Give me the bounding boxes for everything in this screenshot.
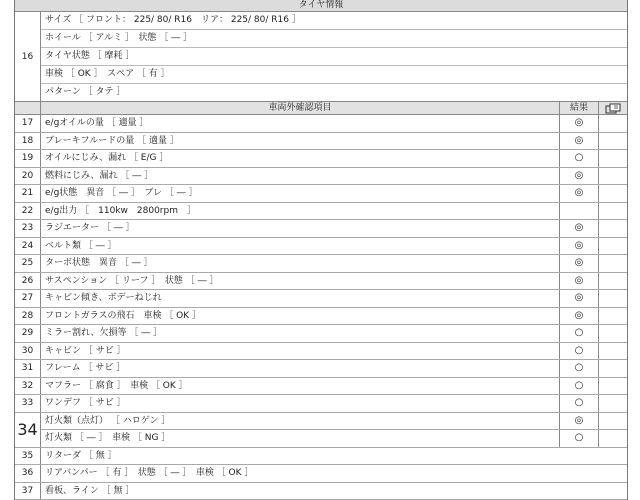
clipboard-icon	[599, 102, 627, 114]
item-number: 36	[15, 465, 41, 482]
item-text: ワンデフ ［ サビ ］	[41, 395, 560, 412]
item-number: 23	[15, 220, 41, 237]
table-row	[15, 133, 627, 151]
table-row	[15, 343, 627, 361]
wheel-row: ホイール ［ アルミ ］ 状態 ［ ― ］	[41, 30, 627, 48]
table-row	[15, 185, 627, 203]
item-number: 33	[15, 395, 41, 412]
item-number: 27	[15, 290, 41, 307]
table-row	[15, 308, 627, 326]
item-text: e/g出力 ［ 110kw 2800rpm ］	[41, 203, 560, 220]
tire-size-row: サイズ ［ フロント： 225/ 80/ R16 リア： 225/ 80/ R16 ］	[41, 12, 627, 30]
item-text: 看板、ライン ［ 無 ］	[41, 483, 627, 500]
item-text: ラジエーター ［ ― ］	[41, 220, 560, 237]
item-text: 灯火類（点灯） ［ ハロゲン ］	[41, 413, 560, 430]
result-mark: ◎	[560, 413, 599, 430]
item-text: e/g状態 異音 ［ ― ］ ブレ ［ ― ］	[41, 185, 560, 202]
table-row	[15, 360, 627, 378]
item-text: キャビン傾き、ボデーねじれ	[41, 290, 560, 307]
item-text: e/gオイルの量 ［ 適量 ］	[41, 115, 560, 132]
item-text: フレーム ［ サビ ］	[41, 360, 560, 377]
result-mark: ◎	[560, 133, 599, 150]
section-title: 車両外確認項目	[41, 102, 560, 114]
item-number: 35	[15, 448, 41, 465]
table-row	[15, 168, 627, 186]
result-mark: ◎	[560, 168, 599, 185]
table-row	[15, 325, 627, 343]
table-row	[15, 290, 627, 308]
result-mark: ○	[560, 430, 599, 447]
item-number: 20	[15, 168, 41, 185]
item-number: 32	[15, 378, 41, 395]
item-number: 18	[15, 133, 41, 150]
item-34	[15, 413, 627, 448]
table-row	[15, 378, 627, 396]
item-text: マフラー ［ 腐食 ］ 車検 ［ OK ］	[41, 378, 560, 395]
table-row	[15, 395, 627, 413]
table-row	[15, 115, 627, 133]
item-number: 25	[15, 255, 41, 272]
item-number: 21	[15, 185, 41, 202]
table-row	[15, 238, 627, 256]
table-row	[15, 448, 627, 466]
result-column-header: 結果	[560, 102, 599, 114]
result-mark: ○	[560, 325, 599, 342]
item-text: リターダ ［ 無 ］	[41, 448, 627, 465]
inspection-spare-row: 車検 ［ OK ］ スペア ［ 有 ］	[41, 66, 627, 84]
tire-condition-row: タイヤ状態 ［ 摩耗 ］	[41, 48, 627, 66]
tire-info-block	[15, 12, 627, 102]
item-text: キャビン ［ サビ ］	[41, 343, 560, 360]
result-mark: ○	[560, 395, 599, 412]
result-mark: ○	[560, 150, 599, 167]
result-mark: ○	[560, 360, 599, 377]
result-mark: ◎	[560, 290, 599, 307]
tire-info-number: 16	[15, 12, 41, 101]
table-row	[15, 483, 627, 500]
item-number: 37	[15, 483, 41, 500]
result-mark	[560, 203, 599, 220]
result-mark: ○	[560, 343, 599, 360]
item-text: ベルト類 ［ ― ］	[41, 238, 560, 255]
result-mark: ◎	[560, 185, 599, 202]
item-text: オイルにじみ、漏れ ［ E/G ］	[41, 150, 560, 167]
item-number: 31	[15, 360, 41, 377]
item-number: 22	[15, 203, 41, 220]
item-number: 26	[15, 273, 41, 290]
item-number: 19	[15, 150, 41, 167]
result-mark: ◎	[560, 238, 599, 255]
inspection-sheet	[14, 0, 628, 500]
result-mark: ◎	[560, 255, 599, 272]
item-text: 灯火類 ［ ― ］ 車検 ［ NG ］	[41, 430, 560, 447]
item-text: ブレーキフルードの量 ［ 適量 ］	[41, 133, 560, 150]
item-text: ターボ状態 異音 ［ ― ］	[41, 255, 560, 272]
item-text: フロントガラスの飛石 車検 ［ OK ］	[41, 308, 560, 325]
inspection-items	[15, 115, 627, 413]
item-number: 17	[15, 115, 41, 132]
tail-items	[15, 448, 627, 500]
item-text: ミラー割れ、欠損等 ［ ― ］	[41, 325, 560, 342]
section-header	[15, 102, 627, 115]
item-text: 燃料にじみ、漏れ ［ ― ］	[41, 168, 560, 185]
result-mark: ◎	[560, 115, 599, 132]
item-number: 30	[15, 343, 41, 360]
table-row	[15, 220, 627, 238]
table-row	[15, 273, 627, 291]
item-number: 34	[15, 413, 41, 447]
result-mark: ◎	[560, 273, 599, 290]
result-mark: ◎	[560, 308, 599, 325]
tire-info-header: タイヤ情報	[15, 0, 627, 12]
tread-pattern-row: パターン ［ タテ ］	[41, 84, 627, 101]
item-number: 29	[15, 325, 41, 342]
table-row	[15, 150, 627, 168]
item-number: 24	[15, 238, 41, 255]
result-mark: ◎	[560, 220, 599, 237]
item-number: 28	[15, 308, 41, 325]
result-mark: ○	[560, 378, 599, 395]
table-row	[15, 255, 627, 273]
table-row	[15, 203, 627, 221]
item-text: サスペンション ［ リーフ ］ 状態 ［ ― ］	[41, 273, 560, 290]
item-text: リアバンパー ［ 有 ］ 状態 ［ ― ］ 車検 ［ OK ］	[41, 465, 627, 482]
